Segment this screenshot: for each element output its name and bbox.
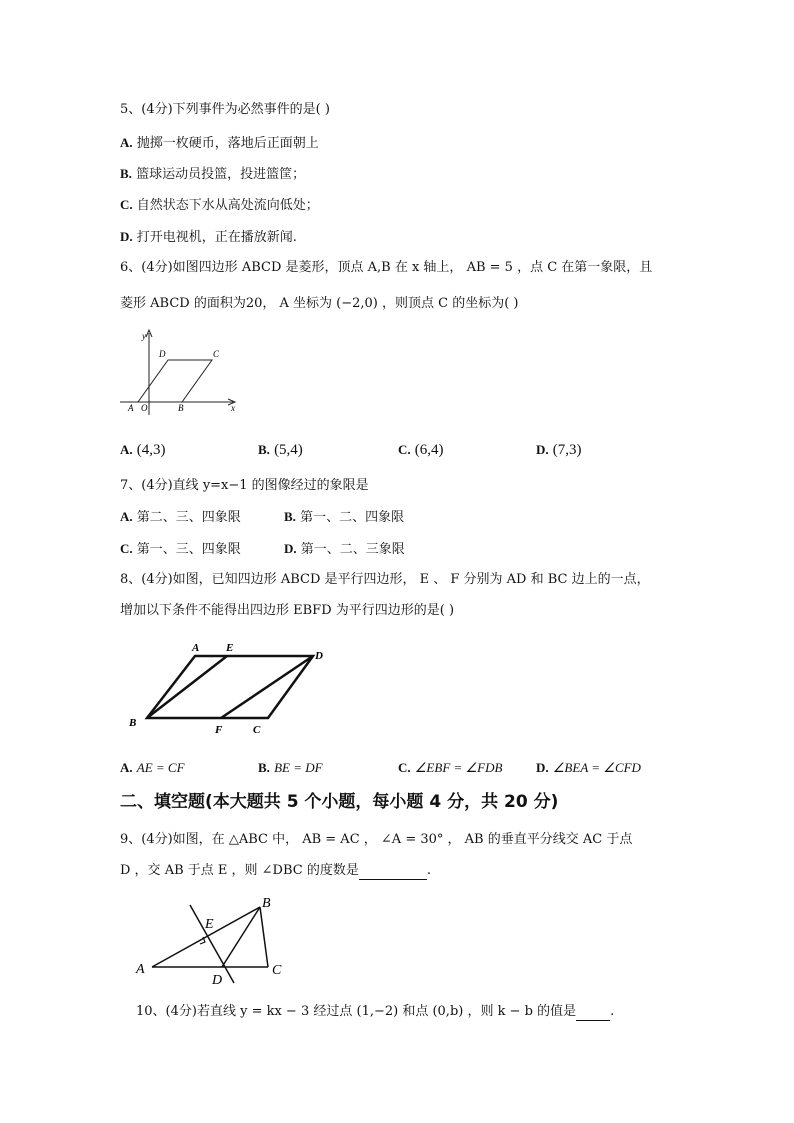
q6-label-b: B (178, 403, 184, 413)
section-fill-in-title: 二、填空题(本大题共 5 个小题，每小题 4 分，共 20 分) (120, 792, 559, 812)
q8-label-b: B (129, 717, 137, 729)
q8-stem-line2: 增加以下条件不能得出四边形 EBFD 为平行四边形的是( ) (120, 603, 455, 618)
q9-stem-line1: 9、(4分)如图，在 △ABC 中， AB = AC ， ∠A = 30° ， AB 的垂直平分线交 AC 于点 (120, 832, 633, 847)
q8-label-f: F (215, 724, 223, 736)
q6-stem-line1: 6、(4分)如图四边形 ABCD 是菱形，顶点 A,B 在 x 轴上， AB = 5 ，点 C 在第一象限，且 (120, 260, 653, 275)
q5-option-c: C. 自然状态下水从高处流向低处； (120, 197, 319, 213)
q6-label-a: A (128, 403, 134, 413)
q5-option-b: B. 篮球运动员投篮，投进篮筐； (120, 166, 306, 182)
q8-option-d: D. ∠BEA = ∠CFD (536, 760, 641, 775)
q7-option-c: C. 第一、三、四象限 (120, 541, 241, 557)
q10-stem: 10、(4分)若直线 y = kx − 3 经过点 (1,−2) 和点 (0,b) ，则 k − b 的值是 . (136, 1004, 615, 1019)
q8-label-a: A (192, 642, 200, 654)
q8-label-c: C (253, 724, 261, 736)
q9-label-c: C (272, 963, 282, 978)
q6-label-o: O (141, 403, 148, 413)
q10-answer-blank[interactable] (576, 1004, 610, 1021)
q7-option-a: A. 第二、三、四象限 (120, 509, 241, 525)
q5-option-d: D. 打开电视机，正在播放新闻. (120, 229, 297, 245)
q6-option-b: B. (5,4) (258, 442, 303, 458)
q6-rhombus-figure (118, 325, 243, 420)
q5-option-a: A. 抛掷一枚硬币，落地后正面朝上 (120, 135, 319, 151)
q8-parallelogram-figure (125, 640, 340, 740)
q8-option-c: C. ∠EBF = ∠FDB (398, 760, 503, 775)
q6-label-x: x (231, 403, 235, 413)
q9-stem-line2: D ，交 AB 于点 E ，则 ∠DBC 的度数是 . (120, 863, 431, 878)
q6-option-c: C. (6,4) (398, 442, 444, 458)
q9-label-a: A (136, 962, 145, 977)
q9-label-d: D (212, 973, 223, 988)
q6-stem-line2: 菱形 ABCD 的面积为20， A 坐标为 (−2,0) ，则顶点 C 的坐标为( ) (120, 296, 519, 311)
q6-label-y: y (142, 331, 146, 341)
q9-label-e: E (205, 917, 214, 932)
q6-option-d: D. (7,3) (536, 442, 582, 458)
q7-option-d: D. 第一、二、三象限 (284, 541, 405, 557)
q6-label-c: C (213, 349, 220, 359)
q8-label-d: D (315, 650, 323, 662)
q9-answer-blank[interactable] (359, 863, 427, 880)
q8-option-a: A. AE = CF (120, 760, 185, 775)
q7-option-b: B. 第一、二、四象限 (284, 509, 405, 525)
q6-label-d: D (159, 349, 166, 359)
q8-stem-line1: 8、(4分)如图，已知四边形 ABCD 是平行四边形， E 、 F 分别为 AD 和 BC 边上的一点， (120, 572, 650, 587)
q6-option-a: A. (4,3) (120, 442, 166, 458)
q5-stem: 5、(4分)下列事件为必然事件的是( ) (120, 102, 330, 117)
q9-label-b: B (262, 896, 271, 911)
q8-option-b: B. BE = DF (258, 760, 323, 775)
q8-label-e: E (226, 642, 234, 654)
q7-stem: 7、(4分)直线 y=x−1 的图像经过的象限是 (120, 478, 369, 493)
q9-triangle-figure (130, 893, 300, 988)
